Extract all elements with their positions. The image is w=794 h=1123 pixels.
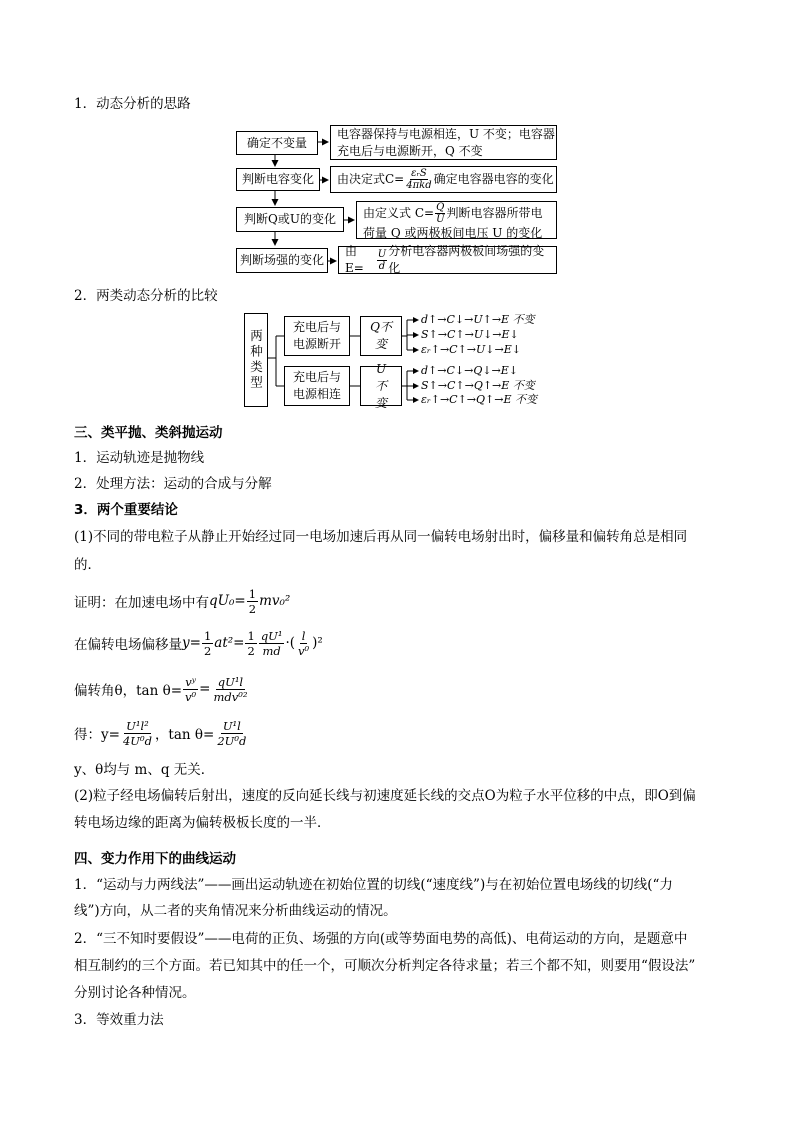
chain-disconnected-d: d↑→C↓→U↑→E 不变 <box>421 313 535 326</box>
fraction-capacitance <box>405 168 432 191</box>
list-item-method: 2．处理方法：运动的合成与分解 <box>74 476 272 492</box>
formula-term: )² <box>312 635 323 651</box>
fraction-half <box>202 629 213 658</box>
fraction-denominator: d <box>378 260 386 272</box>
flow-step-field-strength: 判断场强的变化 <box>236 248 328 273</box>
fraction-numerator: U¹l <box>222 718 241 733</box>
fraction-numerator: qU¹ <box>260 628 283 643</box>
fraction-numerator: l <box>301 628 306 643</box>
fraction-numerator: U <box>377 248 387 260</box>
flow-desc-q-or-u-line2: 荷量 Q 或两极板间电压 U 的变化 <box>363 226 543 240</box>
fraction-denominator: 2 <box>203 643 212 658</box>
flow-step-capacitance: 判断电容变化 <box>236 168 320 191</box>
fraction-numerator: 1 <box>203 628 212 643</box>
fraction-denominator: 2U⁰d <box>217 733 247 748</box>
formula-prefix: 由定义式 C= <box>363 206 435 220</box>
fraction-angle <box>211 675 249 704</box>
fraction-numerator: vʸ <box>185 674 196 689</box>
flow-desc-invariant <box>330 125 557 160</box>
formula-deflection-angle <box>74 672 250 706</box>
fraction-displacement-result <box>121 719 154 748</box>
formula-label: 得：y= <box>74 727 120 743</box>
section-heading-variable-force: 四、变力作用下的曲线运动 <box>74 851 236 867</box>
fraction-denominator: mdv⁰² <box>213 689 248 704</box>
formula-independence: y、θ均与 m、q 无关． <box>74 762 215 778</box>
flow-step-q-or-u: 判断Q或U的变化 <box>236 207 344 232</box>
comparison-case-connected: 充电后与电源相连 <box>284 366 350 406</box>
chain-connected-s: S↑→C↑→Q↑→E 不变 <box>421 379 535 392</box>
paragraph-conclusion2-line2: 转电场边缘的距离为偏转极板长度的一半． <box>74 815 331 831</box>
formula-suffix: 确定电容器电容的变化 <box>433 172 554 186</box>
fraction-numerator: εᵣS <box>411 168 427 179</box>
list-item-conclusions: 3．两个重要结论 <box>74 502 178 518</box>
fraction-denominator: U <box>436 214 445 225</box>
fraction-denominator: v⁰ <box>298 643 310 658</box>
fraction-denominator: 2 <box>248 601 257 616</box>
chain-connected-d: d↑→C↓→Q↓→E↓ <box>421 364 519 377</box>
formula-suffix: 分析电容器两极板间场强的变化 <box>388 244 545 275</box>
fraction-numerator: Q <box>436 202 445 213</box>
section-heading-dynamic-analysis: 1．动态分析的思路 <box>74 96 191 112</box>
paragraph-hypothesis-line1: 2．“三不知时要假设”——电荷的正负、场强的方向(或等势面电势的高低)、电荷运动的方向，是题意中 <box>74 931 688 947</box>
fraction-denominator: 2 <box>247 643 255 658</box>
fraction-time <box>296 629 311 658</box>
paragraph-two-lines-method-line2: 线”)方向，从二者的夹角情况来分析曲线运动的情况。 <box>74 903 397 919</box>
formula-prefix: 由E= <box>345 244 364 275</box>
formula-term: mv₀² <box>259 593 291 609</box>
fraction-denominator: v⁰ <box>185 689 197 704</box>
formula-label: 在偏转电场偏移量 <box>74 637 182 653</box>
paragraph-conclusion1-line1: (1)不同的带电粒子从静止开始经过同一电场加速后再从同一偏转电场射出时，偏移量和偏转角总是相同 <box>74 529 688 545</box>
chain-disconnected-epsilon: εᵣ↑→C↑→U↓→E↓ <box>421 343 521 356</box>
formula-label: 偏转角θ，tan θ= <box>74 683 183 699</box>
fraction-denominator: 4πkd <box>406 180 432 191</box>
comparison-const-q: Q不变 <box>360 316 402 356</box>
fraction-angle-result <box>215 719 248 748</box>
section-heading-comparison: 2．两类动态分析的比较 <box>74 288 218 304</box>
fraction-numerator: 1 <box>247 628 255 643</box>
formula-term: at²= <box>214 635 245 651</box>
fraction-numerator: U¹l² <box>126 718 149 733</box>
chain-connected-epsilon: εᵣ↑→C↑→Q↑→E 不变 <box>421 393 537 406</box>
fraction-denominator: md <box>262 643 281 658</box>
paragraph-two-lines-method-line1: 1．“运动与力两线法”——画出运动轨迹在初始位置的切线(“速度线”)与在初始位置电场线的切线(“力 <box>74 877 673 893</box>
fraction-force <box>259 629 285 658</box>
fraction-half <box>247 587 258 616</box>
formula-prefix: 由决定式C= <box>337 172 405 186</box>
formula-term: ·( <box>285 635 296 651</box>
flow-desc-field-strength <box>338 246 557 274</box>
formula-displacement <box>74 626 323 660</box>
flow-step-determine-invariant: 确定不变量 <box>236 131 318 155</box>
paragraph-conclusion1-line2: 的． <box>74 557 101 573</box>
flow-desc-invariant-line2: 充电后与电源断开，Q 不变 <box>337 144 483 158</box>
formula-acceleration <box>74 586 290 616</box>
comparison-type-label: 两种类型 <box>244 313 268 407</box>
formula-term: qU₀= <box>209 593 246 609</box>
fraction-denominator: 4U⁰d <box>122 733 152 748</box>
comparison-const-u: U不变 <box>360 366 402 406</box>
formula-result <box>74 716 249 750</box>
fraction-velocity <box>183 675 198 704</box>
fraction-numerator: qU¹l <box>217 674 244 689</box>
section-heading-projectile: 三、类平抛、类斜抛运动 <box>74 425 223 441</box>
paragraph-hypothesis-line2: 相互制约的三个方面。若已知其中的任一个，可顺次分析判定各待求量；若三个都不知，则要用“假设法” <box>74 958 696 974</box>
flow-desc-q-or-u <box>356 201 557 239</box>
fraction-definition <box>435 202 445 225</box>
paragraph-hypothesis-line3: 分别讨论各种情况。 <box>74 985 196 1001</box>
flow-desc-capacitance <box>330 166 557 193</box>
formula-label: 证明：在加速电场中有 <box>74 595 209 611</box>
flow-desc-q-or-u-line1 <box>363 202 543 225</box>
list-item-equivalent-gravity: 3．等效重力法 <box>74 1012 164 1028</box>
formula-suffix: 判断电容器所带电 <box>446 206 543 220</box>
chain-disconnected-s: S↑→C↑→U↓→E↓ <box>421 328 519 341</box>
fraction-field <box>377 249 387 272</box>
formula-term: = <box>199 681 211 697</box>
formula-term: y= <box>182 635 201 651</box>
fraction-numerator: 1 <box>248 586 257 601</box>
paragraph-conclusion2-line1: (2)粒子经电场偏转后射出，速度的反向延长线与初速度延长线的交点O为粒子水平位移的中点，即O到偏 <box>74 788 696 804</box>
flow-desc-invariant-line1: 电容器保持与电源相连，U 不变；电容器 <box>337 127 555 141</box>
fraction-half <box>245 629 256 658</box>
list-item-trajectory: 1．运动轨迹是抛物线 <box>74 450 205 466</box>
formula-term: ，tan θ= <box>154 727 215 743</box>
comparison-case-disconnected: 充电后与电源断开 <box>284 316 350 356</box>
